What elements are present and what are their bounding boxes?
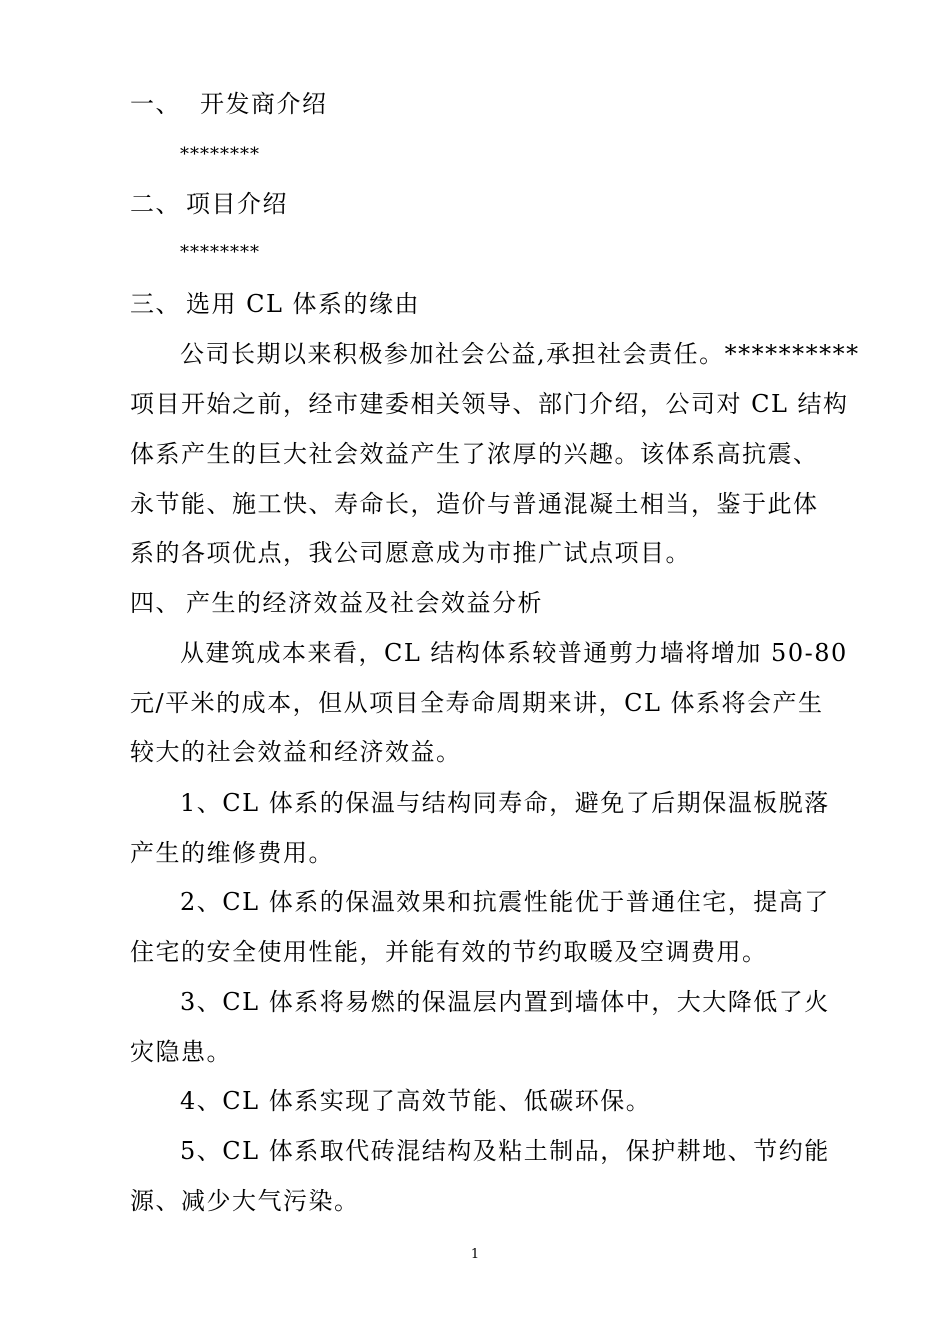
list-item-3-cont: 灾隐患。	[130, 1038, 232, 1066]
section-heading-1	[130, 89, 328, 119]
list-item-2-cont: 住宅的安全使用性能，并能有效的节约取暖及空调费用。	[130, 938, 768, 966]
paragraph-line: 从建筑成本来看，CL 结构体系较普通剪力墙将增加 50-80	[180, 639, 848, 667]
list-item-1-cont: 产生的维修费用。	[130, 839, 334, 867]
paragraph-line: 项目开始之前，经市建委相关领导、部门介绍，公司对 CL 结构	[130, 390, 849, 418]
list-item-4: 4、CL 体系实现了高效节能、低碳环保。	[180, 1087, 652, 1115]
section-heading-3	[130, 289, 420, 319]
section-title: 项目介绍	[186, 190, 288, 218]
list-item-1: 1、CL 体系的保温与结构同寿命，避免了后期保温板脱落	[180, 789, 830, 817]
section-title: 选用 CL 体系的缘由	[186, 290, 421, 318]
section-number: 一、	[130, 90, 181, 118]
list-item-2: 2、CL 体系的保温效果和抗震性能优于普通住宅，提高了	[180, 888, 830, 916]
paragraph-line: 永节能、施工快、寿命长，造价与普通混凝土相当，鉴于此体	[130, 490, 819, 518]
section-content-2: ********	[180, 242, 260, 263]
paragraph-line: 体系产生的巨大社会效益产生了浓厚的兴趣。该体系高抗震、	[130, 440, 819, 468]
list-item-3: 3、CL 体系将易燃的保温层内置到墙体中，大大降低了火	[180, 988, 830, 1016]
paragraph-line: 元/平米的成本，但从项目全寿命周期来讲，CL 体系将会产生	[130, 689, 824, 717]
section-content-1: ********	[180, 144, 260, 165]
section-heading-4	[130, 588, 543, 618]
page-number: 1	[470, 1247, 480, 1262]
section-number: 二、	[130, 190, 181, 218]
section-number: 四、	[130, 589, 181, 617]
section-title: 产生的经济效益及社会效益分析	[186, 589, 543, 617]
section-title: 开发商介绍	[200, 90, 328, 118]
paragraph-line: 较大的社会效益和经济效益。	[130, 738, 462, 766]
list-item-5: 5、CL 体系取代砖混结构及粘土制品，保护耕地、节约能	[180, 1137, 830, 1165]
paragraph-line: 公司长期以来积极参加社会公益,承担社会责任。**********	[180, 340, 860, 368]
paragraph-line: 系的各项优点，我公司愿意成为市推广试点项目。	[130, 539, 691, 567]
section-number: 三、	[130, 290, 181, 318]
section-heading-2	[130, 189, 288, 219]
list-item-5-cont: 源、减少大气污染。	[130, 1187, 360, 1215]
